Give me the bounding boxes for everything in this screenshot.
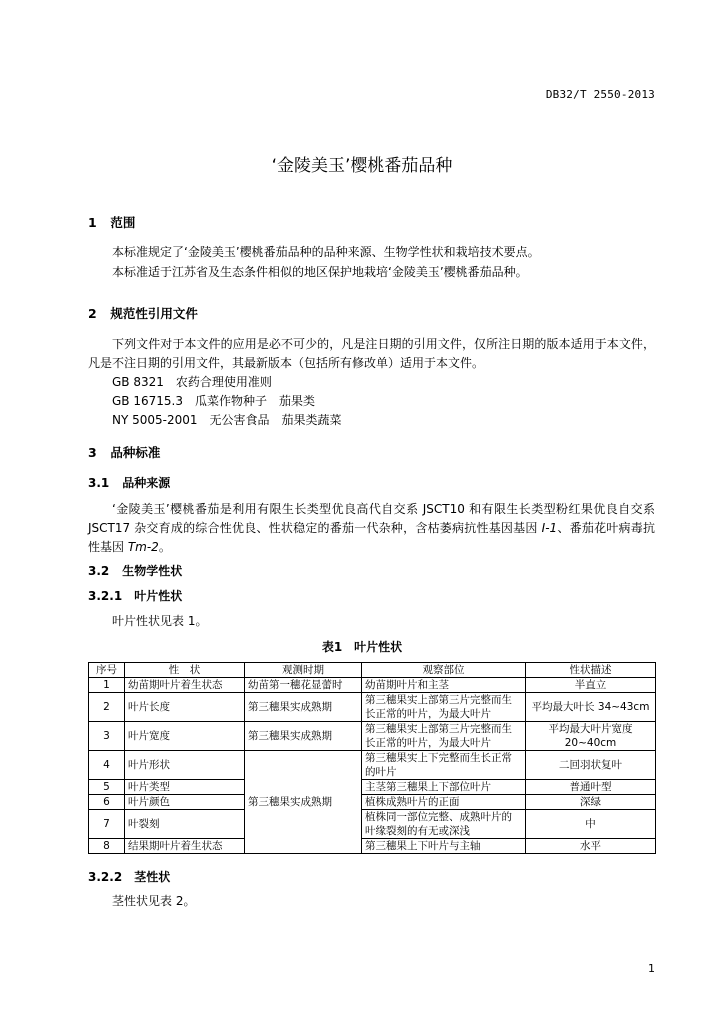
- description-cell: 二回羽状复叶: [526, 751, 656, 780]
- gene-name: I-1: [541, 521, 558, 535]
- trait-cell: 叶片宽度: [125, 722, 245, 751]
- section-1-paragraph-1: 本标准规定了‘金陵美玉’樱桃番茄品种的品种来源、生物学性状和栽培技术要点。: [112, 245, 540, 259]
- section-number: 3.2.2: [88, 870, 123, 884]
- page-number: 1: [648, 962, 655, 975]
- section-3-heading: [88, 443, 160, 461]
- section-1-heading: [88, 213, 135, 231]
- table-row: [89, 693, 656, 722]
- section-title: 范围: [110, 215, 136, 230]
- table-row: [89, 795, 656, 810]
- part-cell: 植株成熟叶片的正面: [362, 795, 526, 810]
- section-title: 叶片性状: [134, 589, 183, 603]
- part-cell: 主茎第三穗果上下部位叶片: [362, 780, 526, 795]
- part-cell: 第三穗果实上部第三片完整而生长正常的叶片，为最大叶片: [362, 722, 526, 751]
- description-cell: 水平: [526, 839, 656, 854]
- description-cell: 深绿: [526, 795, 656, 810]
- row-number: 1: [89, 678, 125, 693]
- trait-cell: 幼苗期叶片着生状态: [125, 678, 245, 693]
- table-header-cell: 序号: [89, 663, 125, 678]
- gene-name: Tm-2: [127, 540, 159, 554]
- reference-item: NY 5005-2001 无公害食品 茄果类蔬菜: [112, 413, 342, 427]
- part-cell: 植株同一部位完整、成熟叶片的叶缘裂刻的有无或深浅: [362, 810, 526, 839]
- period-cell: 幼苗第一穗花显蕾时: [245, 678, 362, 693]
- part-cell: 幼苗期叶片和主茎: [362, 678, 526, 693]
- reference-item: GB 16715.3 瓜菜作物种子 茄果类: [112, 394, 315, 408]
- trait-cell: 结果期叶片着生状态: [125, 839, 245, 854]
- row-number: 7: [89, 810, 125, 839]
- section-number: 3.1: [88, 476, 110, 490]
- trait-cell: 叶片颜色: [125, 795, 245, 810]
- part-cell: 第三穗果上下叶片与主轴: [362, 839, 526, 854]
- section-3-2-1-paragraph: 叶片性状见表 1。: [112, 614, 208, 628]
- row-number: 4: [89, 751, 125, 780]
- table-row: [89, 678, 656, 693]
- part-cell: 第三穗果实上部第三片完整而生长正常的叶片，为最大叶片: [362, 693, 526, 722]
- section-3-2-1-heading: [88, 587, 182, 604]
- row-number: 8: [89, 839, 125, 854]
- trait-cell: 叶片类型: [125, 780, 245, 795]
- period-cell: 第三穗果实成熟期: [245, 722, 362, 751]
- description-cell: 半直立: [526, 678, 656, 693]
- table-header-cell: 观测时期: [245, 663, 362, 678]
- part-cell: 第三穗果实上下完整而生长正常的叶片: [362, 751, 526, 780]
- section-3-2-2-paragraph: 茎性状见表 2。: [112, 894, 196, 908]
- table-header-cell: 性 状: [125, 663, 245, 678]
- table-header-cell: 性状描述: [526, 663, 656, 678]
- trait-cell: 叶片长度: [125, 693, 245, 722]
- section-title: 品种来源: [122, 476, 171, 490]
- section-number: 3.2: [88, 564, 110, 578]
- description-cell: 中: [526, 810, 656, 839]
- trait-cell: 叶片形状: [125, 751, 245, 780]
- leaf-traits-table: [88, 662, 656, 854]
- paragraph-text: 、番茄花叶病毒抗性基因: [88, 521, 655, 554]
- description-cell: 平均最大叶片宽度 20~40cm: [526, 722, 656, 751]
- period-cell: 第三穗果实成熟期: [245, 693, 362, 722]
- table-row: [89, 780, 656, 795]
- table-row: [89, 722, 656, 751]
- document-title: ‘金陵美玉’樱桃番茄品种: [271, 156, 453, 176]
- section-3-1-heading: [88, 474, 170, 491]
- table-row: [89, 751, 656, 780]
- description-cell: 普通叶型: [526, 780, 656, 795]
- section-3-1-paragraph: [88, 500, 655, 557]
- section-title: 规范性引用文件: [110, 306, 198, 321]
- table-row: [89, 810, 656, 839]
- section-title: 品种标准: [110, 445, 161, 460]
- row-number: 3: [89, 722, 125, 751]
- section-number: 2: [88, 306, 97, 321]
- period-cell: 第三穗果实成熟期: [245, 751, 362, 854]
- table-row: [89, 839, 656, 854]
- paragraph-text: 。: [158, 540, 171, 554]
- section-number: 3: [88, 445, 97, 460]
- reference-item: GB 8321 农药合理使用准则: [112, 375, 272, 389]
- section-2-heading: [88, 304, 198, 322]
- row-number: 2: [89, 693, 125, 722]
- trait-cell: 叶裂刻: [125, 810, 245, 839]
- section-1-paragraph-2: 本标准适于江苏省及生态条件相似的地区保护地栽培‘金陵美玉’樱桃番茄品种。: [112, 265, 528, 279]
- section-number: 1: [88, 215, 97, 230]
- table-caption: 表1 叶片性状: [321, 640, 403, 654]
- description-cell: 平均最大叶长 34~43cm: [526, 693, 656, 722]
- paragraph-text: ‘金陵美玉’樱桃番茄是利用有限生长类型优良高代自交系 JSCT10 和有限生长类型粉红果优良自交系 JSCT17 杂交育成的综合性优良、性状稳定的番茄一代杂种，含枯萎病抗性基因基因: [88, 502, 655, 535]
- section-title: 生物学性状: [122, 564, 183, 578]
- table-header-row: [89, 663, 656, 678]
- section-number: 3.2.1: [88, 589, 123, 603]
- section-2-paragraph: 下列文件对于本文件的应用是必不可少的，凡是注日期的引用文件，仅所注日期的版本适用于本文件，凡是不注日期的引用文件，其最新版本（包括所有修改单）适用于本文件。: [88, 337, 655, 370]
- table-header-cell: 观察部位: [362, 663, 526, 678]
- row-number: 5: [89, 780, 125, 795]
- section-3-2-2-heading: [88, 868, 170, 885]
- section-title: 茎性状: [134, 870, 171, 884]
- section-3-2-heading: [88, 562, 182, 579]
- row-number: 6: [89, 795, 125, 810]
- standard-code: DB32/T 2550-2013: [545, 88, 655, 101]
